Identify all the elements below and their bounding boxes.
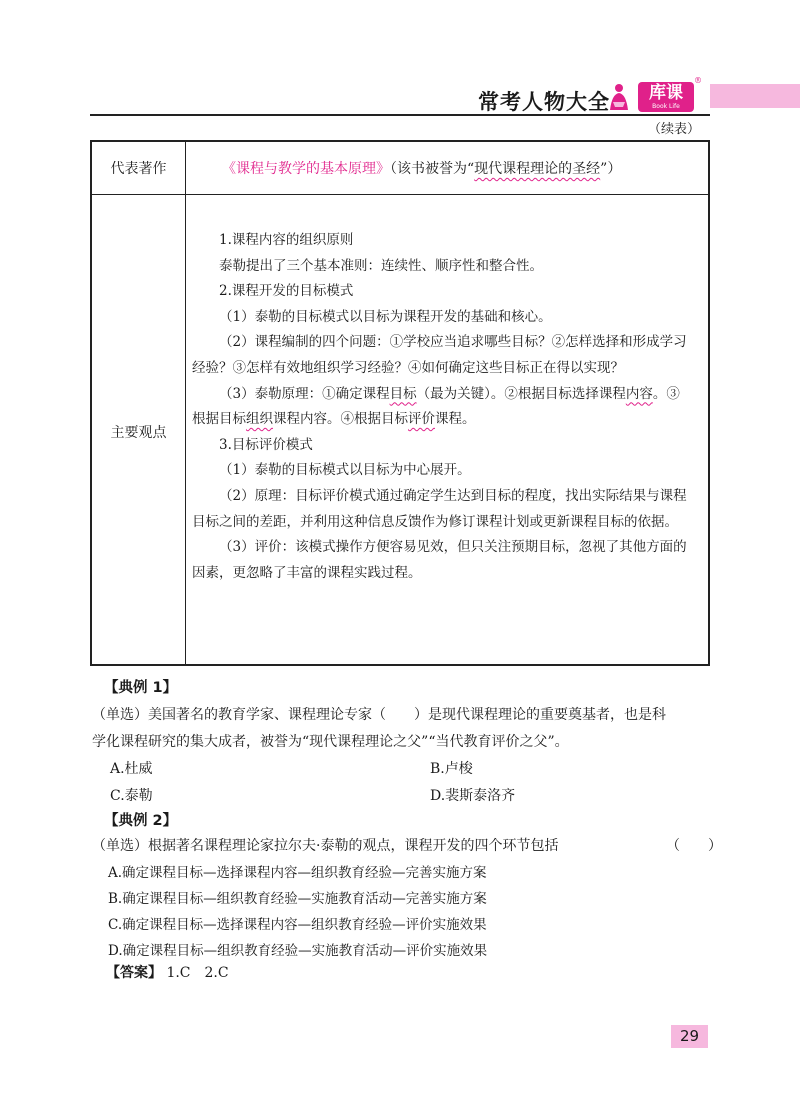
example2-option-c: C.确定课程目标—选择课程内容—组织教育经验—评价实施效果 xyxy=(108,917,487,933)
continuation-note: （续表） xyxy=(648,122,701,137)
logo-subtext: Book Life xyxy=(652,103,680,110)
p3-part-a: （3）泰勒原理：①确定课程 xyxy=(219,385,390,402)
p3-emph-content: 内容 xyxy=(625,385,653,402)
book-title: 《课程与教学的基本原理》 xyxy=(222,161,390,177)
views-content xyxy=(192,228,692,586)
header-pink-band xyxy=(710,84,800,108)
book-note-prefix: （该书被誉为“ xyxy=(390,161,475,177)
example1-stem-line1: （单选）美国著名的教育学家、课程理论专家（ ）是现代课程理论的重要奠基者，也是科 xyxy=(92,707,666,723)
row-label-works: 代表著作 xyxy=(110,161,167,177)
answer-label: 【答案】 xyxy=(106,965,162,981)
section3-point1: （1）泰勒的目标模式以目标为中心展开。 xyxy=(219,462,471,479)
section2-point2: （2）课程编制的四个问题：①学校应当追求哪些目标？②怎样选择和形成学习经验？③怎样有效地组织学习经验？④如何确定这些目标正在得以实现？ xyxy=(192,334,687,376)
reading-figure-icon xyxy=(606,82,632,112)
page-number: 29 xyxy=(671,1025,708,1048)
p3-emph-goal: 目标 xyxy=(389,385,417,402)
p3-emph-evaluate: 评价 xyxy=(408,411,435,428)
p3-part-b: （最为关键）。②根据目标选择课程 xyxy=(416,385,626,402)
registered-mark: ® xyxy=(694,76,702,85)
section3-point3: （3）评价：该模式操作方便容易见效，但只关注预期目标，忽视了其他方面的因素，更忽略了丰富的课程实践过程。 xyxy=(192,539,687,581)
example2-option-a: A.确定课程目标—选择课程内容—组织教育经验—完善实施方案 xyxy=(108,865,487,881)
example2-option-d: D.确定课程目标—组织教育经验—实施教育活动—评价实施效果 xyxy=(108,943,488,959)
book-note-emphasis: 现代课程理论的圣经 xyxy=(474,161,601,177)
kuke-logo xyxy=(638,82,694,112)
logo-text: 库课 xyxy=(649,83,683,103)
section1-title: 1.课程内容的组织原则 xyxy=(219,232,354,248)
p3-part-c: 。③根据目标 xyxy=(192,385,680,428)
section1-body: 泰勒提出了三个基本准则：连续性、顺序性和整合性。 xyxy=(219,257,543,274)
answer-value: 1.C 2.C xyxy=(166,965,229,981)
answer-line xyxy=(106,962,229,982)
example1-option-b: B.卢梭 xyxy=(430,761,473,777)
row-label-views: 主要观点 xyxy=(110,425,167,441)
example1-stem-line2: 学化课程研究的集大成者，被誉为“现代课程理论之父”“当代教育评价之父”。 xyxy=(92,734,569,750)
example2-option-b: B.确定课程目标—组织教育经验—实施教育活动—完善实施方案 xyxy=(108,891,487,907)
section3-title: 3.目标评价模式 xyxy=(219,436,313,453)
example2-stem: （单选）根据著名课程理论家拉尔夫·泰勒的观点，课程开发的四个环节包括 xyxy=(92,838,559,854)
section2-point1: （1）泰勒的目标模式以目标为课程开发的基础和核心。 xyxy=(219,308,552,325)
section2-title: 2.课程开发的目标模式 xyxy=(219,283,354,300)
header-rule xyxy=(90,114,710,116)
example2-title: 【典例 2】 xyxy=(104,813,178,829)
p3-part-d: 课程内容。④根据目标 xyxy=(273,411,408,428)
info-table xyxy=(90,140,710,666)
p3-part-e: 课程。 xyxy=(435,411,476,428)
example1-option-a: A.杜威 xyxy=(110,761,153,777)
example1-option-d: D.裴斯泰洛齐 xyxy=(430,788,516,804)
section3-point2: （2）原理：目标评价模式通过确定学生达到目标的程度，找出实际结果与课程目标之间的差距，并利用这种信息反馈作为修订课程计划或更新课程目标的依据。 xyxy=(192,487,687,530)
section2-point3 xyxy=(192,382,692,433)
book-note-suffix: ”） xyxy=(600,161,622,177)
table-row-works xyxy=(92,142,708,195)
example1-option-c: C.泰勒 xyxy=(110,788,153,804)
table-column-divider xyxy=(185,142,186,664)
example1-title: 【典例 1】 xyxy=(104,680,178,696)
works-content xyxy=(222,158,621,178)
example2-answer-bracket: （ ） xyxy=(666,838,722,854)
running-header-title: 常考人物大全 xyxy=(478,90,610,114)
p3-emph-organize: 组织 xyxy=(246,411,273,428)
